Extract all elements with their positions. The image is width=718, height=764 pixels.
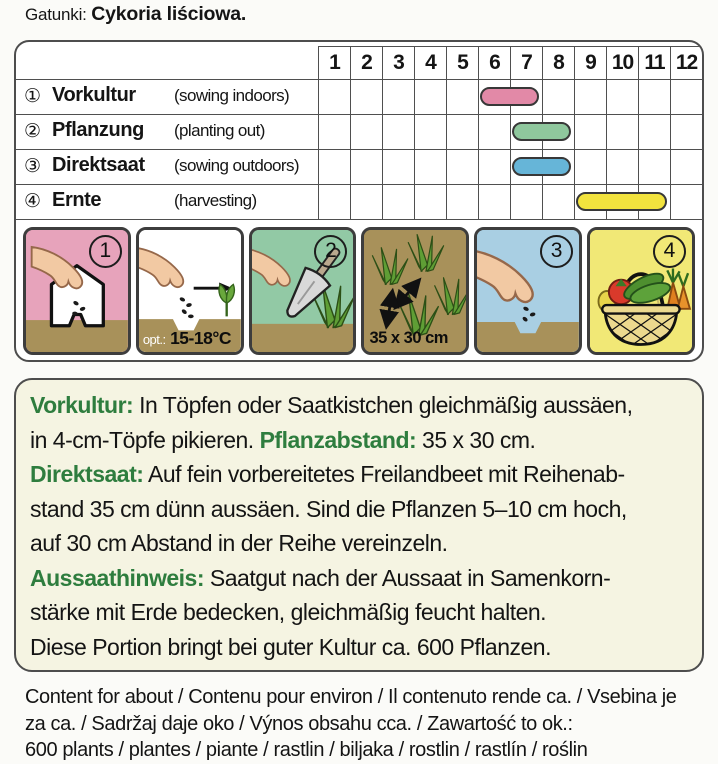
month-cell: [318, 150, 350, 184]
calendar-row-ernte: [16, 184, 702, 219]
instruction-text: Saatgut nach der Aussaat in Samenkorn-: [204, 564, 611, 591]
calendar-bar-ernte: [576, 192, 667, 211]
row-label-en: (sowing outdoors): [174, 156, 299, 175]
species-header: [25, 3, 246, 26]
instruction-text: Auf fein vorbereitetes Freilandbeet mit Reihenab-: [143, 461, 625, 487]
month-cell: [318, 80, 350, 114]
month-cell: [478, 115, 510, 149]
month-cell: [318, 115, 350, 149]
sowing-calendar: [16, 42, 702, 220]
month-cell: [414, 150, 446, 184]
row-number: ①: [24, 86, 42, 107]
month-header-cell: 3: [382, 46, 414, 79]
instruction-text: in 4-cm-Töpfe pikieren.: [30, 426, 260, 453]
month-header-cell: 11: [638, 46, 670, 79]
calendar-row-pflanzung: [16, 114, 702, 149]
footer-line: 600 plants / plantes / piante / rastlin / biljaka / rostlin / rastlín / roślin: [25, 739, 588, 761]
row-label-en: (harvesting): [174, 191, 257, 210]
month-cell: [606, 115, 638, 149]
pictogram-harvest: [587, 227, 695, 355]
month-cell: [350, 185, 382, 219]
month-header-cell: 4: [414, 46, 446, 79]
month-cell: [446, 150, 478, 184]
row-label-en: (sowing indoors): [174, 86, 290, 105]
pictogram-temperature: [136, 227, 244, 355]
month-cell: [670, 150, 702, 184]
month-cell: [446, 80, 478, 114]
instruction-heading: Vorkultur:: [30, 392, 134, 418]
month-cell: [670, 115, 702, 149]
month-cell: [670, 185, 702, 219]
footer-line: Content for about / Contenu pour environ / Il contenuto rende ca. / Vsebina je: [25, 686, 677, 708]
month-cell: [350, 80, 382, 114]
row-label-de: Pflanzung: [52, 119, 144, 141]
calendar-box: [14, 40, 704, 362]
pictogram-strip: [16, 220, 702, 362]
month-cell: [350, 115, 382, 149]
instruction-line: [30, 423, 688, 458]
instruction-line: [30, 492, 688, 527]
row-label-de: Vorkultur: [52, 84, 136, 106]
instruction-line: [30, 561, 688, 596]
instruction-text: stand 35 cm dünn aussäen. Sind die Pflanzen 5–10 cm hoch,: [30, 495, 627, 522]
month-header-cell: 1: [318, 46, 350, 79]
month-header-cell: 8: [542, 46, 574, 79]
calendar-bar-direktsaat: [512, 157, 571, 176]
month-cell: [510, 185, 542, 219]
month-cell: [542, 80, 574, 114]
optimal-temperature-caption: [143, 328, 231, 349]
month-header-cell: 9: [574, 46, 606, 79]
pictogram-spacing: [361, 227, 469, 355]
month-cell: [478, 150, 510, 184]
row-number: ②: [24, 121, 42, 142]
row-label: [16, 150, 318, 184]
row-label-de: Ernte: [52, 189, 102, 211]
instruction-heading: Pflanzabstand:: [259, 426, 417, 453]
month-header-cell: 2: [350, 46, 382, 79]
instructions-box: [14, 378, 704, 672]
month-header-cell: 7: [510, 46, 542, 79]
pictogram-badge-3: 3: [540, 235, 573, 268]
row-label-de: Direktsaat: [52, 154, 145, 176]
pictogram-sow-indoors: [23, 227, 131, 355]
month-cell: [382, 150, 414, 184]
instruction-text: Diese Portion bringt bei guter Kultur ca. 600 Pflanzen.: [30, 633, 551, 660]
month-cell: [414, 185, 446, 219]
pictogram-badge-2: 2: [314, 235, 347, 268]
pictogram-badge-4: 4: [653, 235, 686, 268]
calendar-month-header: [318, 46, 702, 79]
month-header-cell: 10: [606, 46, 638, 79]
footer-line: za ca. / Sadržaj daje oko / Výnos obsahu cca. / Zawartość to ok.:: [25, 712, 573, 735]
month-cell: [382, 185, 414, 219]
month-cell: [350, 150, 382, 184]
instruction-text: auf 30 cm Abstand in der Reihe vereinzeln.: [30, 530, 448, 556]
calendar-rows: [16, 79, 702, 220]
row-label: [16, 80, 318, 114]
month-header-cell: 6: [478, 46, 510, 79]
instruction-line: [30, 630, 688, 665]
row-label: [16, 185, 318, 219]
month-cell: [606, 80, 638, 114]
calendar-row-vorkultur: [16, 79, 702, 114]
calendar-bar-vorkultur: [480, 87, 539, 106]
instruction-heading: Direktsaat:: [30, 461, 144, 487]
month-cell: [382, 115, 414, 149]
month-cell: [670, 80, 702, 114]
pictogram-sow-outdoors: [474, 227, 582, 355]
pictogram-plant-out: [249, 227, 357, 355]
multilingual-footer: [25, 684, 710, 764]
month-header-cell: 12: [670, 46, 702, 79]
month-cell: [574, 150, 606, 184]
month-cell: [382, 80, 414, 114]
month-cell: [638, 80, 670, 114]
calendar-bar-pflanzung: [512, 122, 571, 141]
instruction-line: [30, 595, 688, 630]
month-cell: [318, 185, 350, 219]
month-header-cell: 5: [446, 46, 478, 79]
species-label: Gatunki:: [25, 5, 87, 24]
row-label: [16, 115, 318, 149]
month-cell: [478, 185, 510, 219]
month-cell: [446, 115, 478, 149]
temperature-prefix: opt.:: [142, 332, 166, 347]
spacing-caption: 35 x 30 cm: [369, 329, 448, 347]
month-cell: [574, 115, 606, 149]
instruction-text: 35 x 30 cm.: [416, 426, 536, 453]
month-cell: [574, 80, 606, 114]
month-cell: [414, 115, 446, 149]
species-name: Cykoria liściowa.: [91, 3, 247, 25]
row-number: ③: [24, 156, 42, 177]
row-number: ④: [24, 191, 42, 212]
instruction-line: [30, 457, 688, 492]
month-cell: [638, 150, 670, 184]
month-cell: [638, 115, 670, 149]
instruction-line: [30, 388, 688, 423]
instruction-heading: Aussaathinweis:: [30, 564, 204, 591]
month-cell: [414, 80, 446, 114]
instruction-text: stärke mit Erde bedecken, gleichmäßig feucht halten.: [30, 599, 547, 625]
pictogram-badge-1: 1: [89, 235, 122, 268]
instructions-text: [30, 388, 688, 664]
row-label-en: (planting out): [174, 121, 265, 140]
temperature-value: 15-18°C: [170, 328, 231, 348]
instruction-text: In Töpfen oder Saatkistchen gleichmäßig aussäen,: [133, 392, 633, 418]
month-cell: [446, 185, 478, 219]
month-cell: [542, 185, 574, 219]
instruction-line: [30, 526, 688, 561]
month-cell: [606, 150, 638, 184]
calendar-row-direktsaat: [16, 149, 702, 184]
